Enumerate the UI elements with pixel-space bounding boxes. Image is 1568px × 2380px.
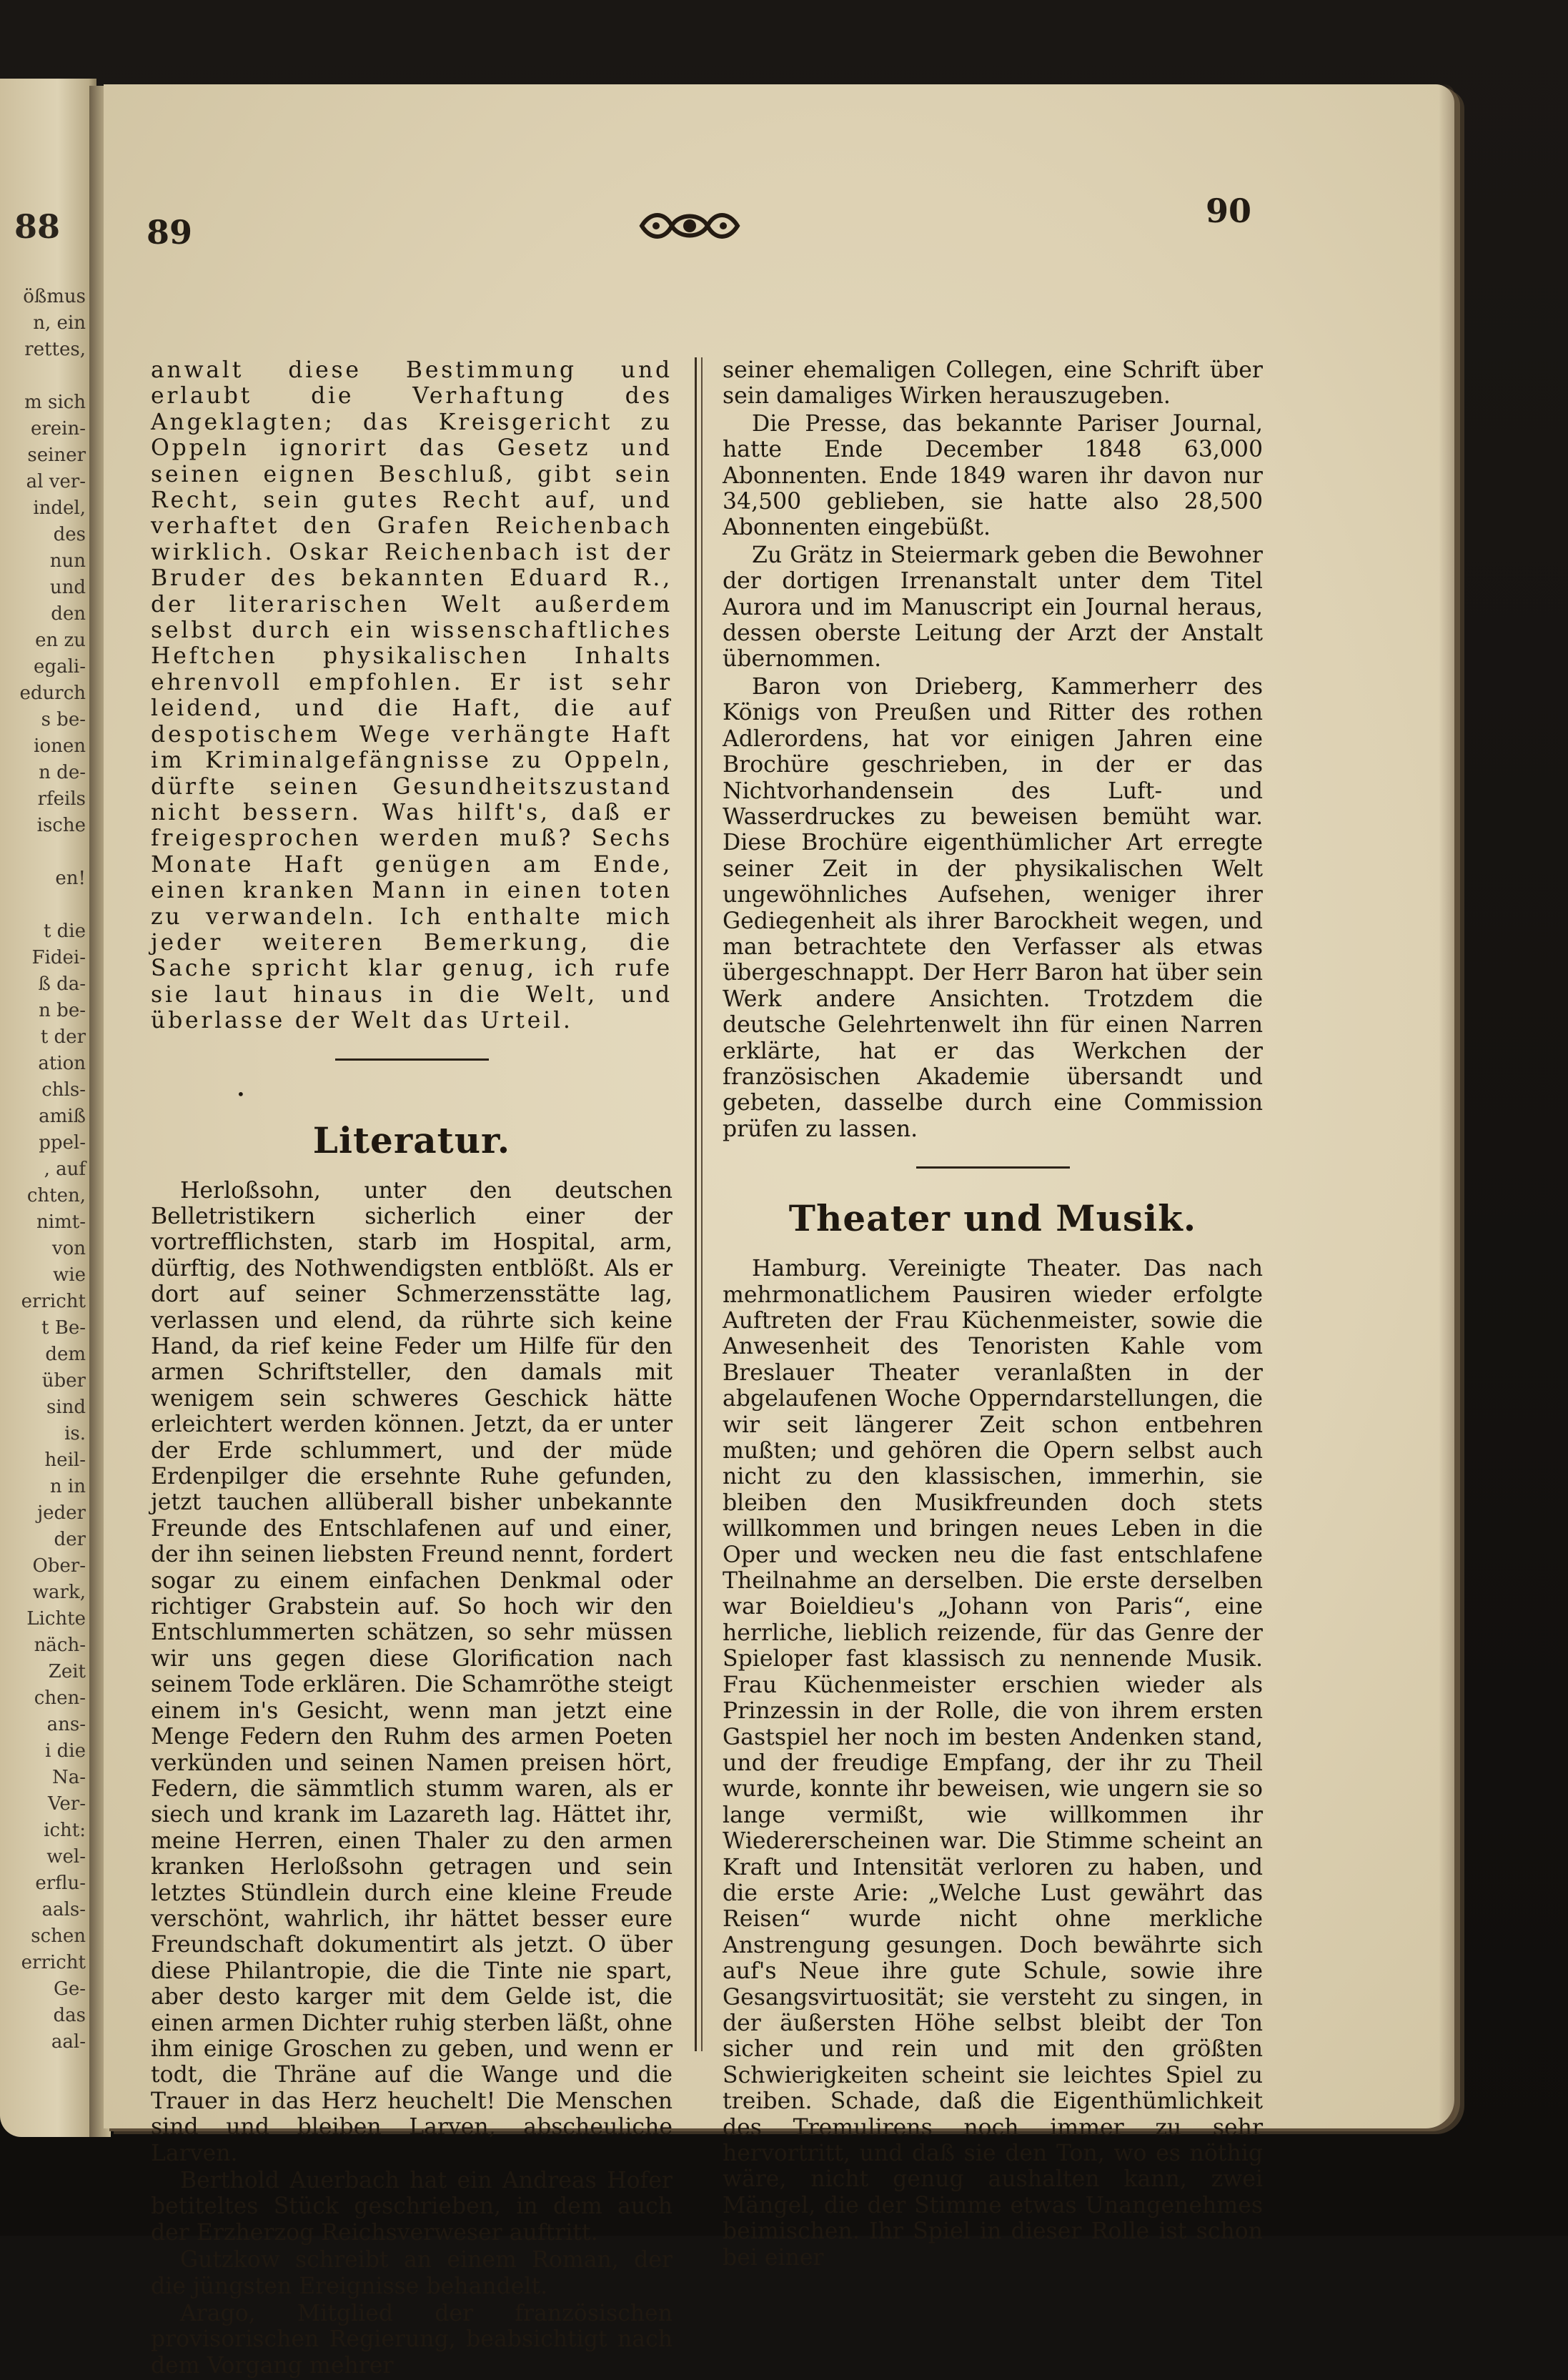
paragraph-graetz: Zu Grätz in Steiermark geben die Bewohner der dortigen Irrenanstalt unter dem Titel Aurora und im Manuscript ein Journal heraus, dessen oberste Leitung der Arzt der Anstalt übernommen. — [723, 542, 1263, 673]
left-margin-fragment: ppel- — [39, 1132, 86, 1154]
left-margin-fragment: ation — [38, 1053, 86, 1074]
left-margin-fragment: chten, — [26, 1185, 86, 1206]
left-margin-fragment: Ver- — [48, 1793, 86, 1815]
left-margin-fragment: erflu- — [35, 1873, 86, 1894]
column-right — [723, 357, 1263, 2272]
left-margin-fragment: indel, — [33, 497, 86, 519]
left-margin-fragment: ößmus — [23, 286, 86, 307]
left-margin-fragment: is. — [64, 1423, 86, 1444]
left-margin-fragment: n de- — [39, 762, 86, 783]
left-margin-fragment: näch- — [34, 1635, 86, 1656]
paragraph-drieberg: Baron von Drieberg, Kammerherr des Königs von Preußen und Ritter des rothen Adlerordens, hat vor einigen Jahren eine Brochüre geschrieben, in der er das Nichtvorhandensein des Luft- und Wasserdruckes zu beweisen bemüht war. Diese Brochüre eigenthümlicher Art erregte seiner Zeit in der physikalischen Welt ungewöhnliches Aufsehen, weniger ihrer Gediegenheit als ihrer Barockheit wegen, und man betrachtete den Verfasser als etwas übergeschnappt. Der Herr Baron hat über sein Werk andere Ansichten. Trotzdem die deutsche Gelehrtenwelt ihn für einen Narren erklärte, hat er das Werkchen der französischen Akademie übersandt und gebeten, dasselbe durch eine Commission prüfen zu lassen. — [723, 673, 1263, 1142]
left-margin-fragment: das — [53, 2005, 86, 2026]
left-margin-fragment: den — [51, 603, 86, 625]
left-margin-fragment: des — [53, 524, 86, 545]
column-rule-inner — [701, 357, 703, 2051]
left-margin-fragment: ionen — [34, 735, 86, 757]
left-margin-fragment: chls- — [41, 1079, 86, 1101]
left-margin-fragment: aals- — [41, 1899, 86, 1920]
heading-literatur: Literatur. — [312, 1119, 511, 1161]
left-margin-fragment: Ge- — [54, 1978, 86, 2000]
left-margin-fragment: dem — [45, 1344, 86, 1365]
stray-dot: • — [237, 1085, 245, 1103]
left-margin-fragment: erricht — [21, 1291, 86, 1312]
right-page — [104, 84, 1454, 2379]
left-margin-fragment: t der — [40, 1026, 86, 1048]
page-number-left: 89 — [147, 213, 193, 252]
left-margin-fragment: ans- — [46, 1714, 86, 1735]
left-margin-fragment: jeder — [37, 1502, 86, 1524]
left-margin-fragment: Zeit — [48, 1661, 86, 1682]
left-margin-fragment: und — [49, 577, 86, 598]
left-margin-fragment: edurch — [19, 683, 86, 704]
heading-theater-musik: Theater und Musik. — [788, 1197, 1197, 1240]
left-margin-fragment: rettes, — [24, 339, 86, 360]
left-margin-fragment: nimt- — [36, 1211, 86, 1233]
left-margin-fragment: nun — [49, 550, 86, 572]
left-margin-fragment: wel- — [46, 1846, 86, 1868]
left-margin-fragment: heil- — [44, 1449, 86, 1471]
page-number-left-edge: 88 — [14, 207, 61, 246]
left-margin-fragment: rfeils — [37, 788, 86, 810]
left-margin-fragment: wark, — [32, 1582, 86, 1603]
left-margin-fragment: aal- — [51, 2031, 86, 2053]
left-margin-fragment: seiner — [27, 445, 86, 466]
left-margin-fragment: al ver- — [26, 471, 86, 492]
left-margin-fragment: über — [41, 1370, 86, 1392]
left-margin-fragment: Ober- — [32, 1555, 86, 1577]
section-divider — [335, 1058, 489, 1061]
left-margin-fragment: icht: — [44, 1820, 86, 1841]
paragraph-auerbach: Berthold Auerbach hat ein Andreas Hofer betiteltes Stück geschrieben, in dem auch der Erzherzog Reichsverweser auftritt. — [151, 2168, 673, 2246]
left-margin-fragment: t Be- — [41, 1317, 86, 1339]
paragraph-herlossohn: Herloßsohn, unter den deutschen Belletristikern sicherlich einer der vortrefflichsten, starb im Hospital, arm, dürftig, des Nothwendigsten entblößt. Als er dort auf seiner Schmerzensstätte lag, verlassen und elend, da rührte sich keine Hand, da rief keine Feder um Hilfe für den armen Schriftsteller, den damals mit wenigem sein schweres Geschick hätte erleichtert werden können. Jetzt, da er unter der Erde schlummert, und der müde Erdenpilger die ersehnte Ruhe gefunden, jetzt tauchen allüberall bisher unbekannte Freunde des Entschlafenen auf und einer, der ihn seinen liebsten Freund nennt, fordert sogar zu einem einfachen Denkmal oder richtiger Grabstein auf. So hoch wir den Entschlummerten schätzen, so sehr müssen wir uns gegen diese Glorification nach seinem Tode erklären. Die Schamröthe steigt einem in's Gesicht, wenn man jetzt eine Menge Federn den Ruhm des armen Poeten verkünden und seinen Namen preisen hört, Federn, die sämmtlich stumm waren, als er siech und krank im Lazareth lag. Hättet ihr, meine Herren, einen Thaler zu den armen kranken Herloßsohn getragen und sein letztes Stündlein durch eine kleine Freude verschönt, wahrlich, ihr hättet besser eure Freundschaft dokumentirt als jetzt. O über diese Philantropie, die die Tinte nie spart, aber desto karger mit dem Gelde ist, die einen armen Dichter ruhig sterben läßt, ohne ihm einige Groschen zu geben, und wenn er todt, die Thräne auf die Wange und die Trauer in das Herz heuchelt! Die Menschen sind und bleiben Larven, abscheuliche Larven. — [151, 1177, 673, 2166]
left-margin-fragment: Lichte — [26, 1608, 86, 1630]
page-number-right: 90 — [1206, 192, 1252, 230]
left-margin-fragment: sind — [46, 1397, 86, 1418]
left-margin-fragment: wie — [53, 1264, 86, 1286]
left-margin-fragment: en! — [55, 868, 86, 889]
left-margin-fragment: n in — [49, 1476, 86, 1497]
left-margin-fragment: von — [51, 1238, 86, 1259]
left-margin-fragment: n be- — [39, 1000, 86, 1021]
left-margin-fragment: , auf — [44, 1159, 86, 1180]
left-margin-fragment: en zu — [35, 630, 86, 651]
left-margin-fragment: amiß — [39, 1106, 86, 1127]
left-margin-fragment: Fidei- — [31, 947, 86, 968]
left-margin-fragment: s be- — [41, 709, 86, 730]
paragraph-gutzkow: Gutzkow schreibt an einem Roman, der die jüngsten Ereignisse behandelt. — [151, 2247, 673, 2299]
left-margin-fragment: ß da- — [38, 973, 86, 995]
left-margin-fragment: n, ein — [33, 312, 86, 334]
column-left — [151, 357, 673, 2380]
column-rule — [695, 357, 697, 2051]
left-margin-fragment: ische — [36, 815, 86, 836]
left-margin-fragment: schen — [31, 1925, 86, 1947]
left-margin-fragment: der — [54, 1529, 86, 1550]
paragraph-presse: Die Presse, das bekannte Pariser Journal, hatte Ende December 1848 63,000 Abonnenten. Ende 1849 waren ihr davon nur 34,500 geblieben, sie hatte also 28,500 Abonnenten eingebüßt. — [723, 410, 1263, 541]
left-margin-fragment: Na- — [51, 1767, 86, 1788]
paragraph-arago-cont: seiner ehemaligen Collegen, eine Schrift über sein damaliges Wirken herauszugeben. — [723, 357, 1263, 410]
left-margin-fragment: t die — [43, 921, 86, 942]
left-margin-fragment: i die — [45, 1740, 86, 1762]
left-margin-fragment: chen- — [34, 1687, 86, 1709]
page-edge-shadow — [1439, 84, 1454, 2128]
left-page-edge — [0, 79, 96, 2137]
left-margin-fragment: m sich — [24, 392, 86, 413]
paragraph-arago: Arago, Mitglied der französischen provisorischen Regierung, beabsichtigt nach dem Vorgang mehrer — [151, 2301, 673, 2379]
left-margin-fragment: erricht — [21, 1952, 86, 1973]
header-ornament-icon — [636, 204, 743, 247]
left-margin-fragment: erein- — [30, 418, 86, 440]
left-margin-fragment: egali- — [34, 656, 86, 678]
paragraph-reichenbach: anwalt diese Bestimmung und erlaubt die Verhaftung des Angeklagten; das Kreisgericht zu Oppeln ignorirt das Gesetz und seinen eignen Beschluß, gibt sein Recht, sein gutes Recht auf, und verhaftet den Grafen Reichenbach wirklich. Oskar Reichenbach ist der Bruder des bekannten Eduard R., der literarischen Welt außerdem selbst durch ein wissenschaftliches Heftchen physikalischen Inhalts ehrenvoll empfohlen. Er ist sehr leidend, und die Haft, die auf despotischem Wege verhängte Haft im Kriminalgefängnisse zu Oppeln, dürfte seinen Gesundheitszustand nicht bessern. Was hilft's, daß er freigesprochen werden muß? Sechs Monate Haft genügen am Ende, einen kranken Mann in einen toten zu verwandeln. Ich enthalte mich jeder weiteren Bemerkung, die Sache spricht klar genug, ich rufe sie laut hinaus in die Welt, und überlasse der Welt das Urteil. — [151, 357, 673, 1034]
paragraph-hamburg: Hamburg. Vereinigte Theater. Das nach mehrmonatlichem Pausiren wieder erfolgte Auftreten der Frau Küchenmeister, sowie die Anwesenheit des Tenoristen Kahle vom Breslauer Theater veranlaßten in der abgelaufenen Woche Opperndarstellungen, die wir seit längerer Zeit schon entbehren mußten; und gehören die Opern selbst auch nicht zu den klassischen, immerhin, sie bleiben den Musikfreunden doch stets willkommen und bringen neues Leben in die Oper und wecken neu die fast entschlafene Theilnahme an derselben. Die erste derselben war Boieldieu's „Johann von Paris“, eine herrliche, lieblich reizende, für das Genre der Spieloper fast klassisch zu nennende Musik. Frau Küchenmeister erschien wieder als Prinzessin in der Rolle, die von ihrem ersten Gastspiel her noch im besten Andenken stand, und der freudige Empfang, der ihr zu Theil wurde, konnte ihr beweisen, wie ungern sie so lange vermißt, wie willkommen ihr Wiedererscheinen war. Die Stimme scheint an Kraft und Intensität verloren zu haben, und die erste Arie: „Welche Lust gewährt das Reisen“ wurde nicht ohne merkliche Anstrengung gesungen. Doch bewährte sich auf's Neue ihre gute Schule, sowie ihre Gesangsvirtuosität; sie versteht zu singen, in der äußersten Höhe selbst bleibt der Ton sicher und rein und mit den größten Schwierigkeiten scheint sie leichtes Spiel zu treiben. Schade, daß die Eigenthümlichkeit des Tremulirens noch immer zu sehr hervortritt, und daß sie den Ton, wo es nöthig wäre, nicht genug aushalten kann, zwei Mängel, die der Stimme etwas Unangenehmes beimischen. Ihr Spiel in dieser Rolle ist schon bei einer — [723, 1256, 1263, 2271]
section-divider — [916, 1166, 1070, 1169]
